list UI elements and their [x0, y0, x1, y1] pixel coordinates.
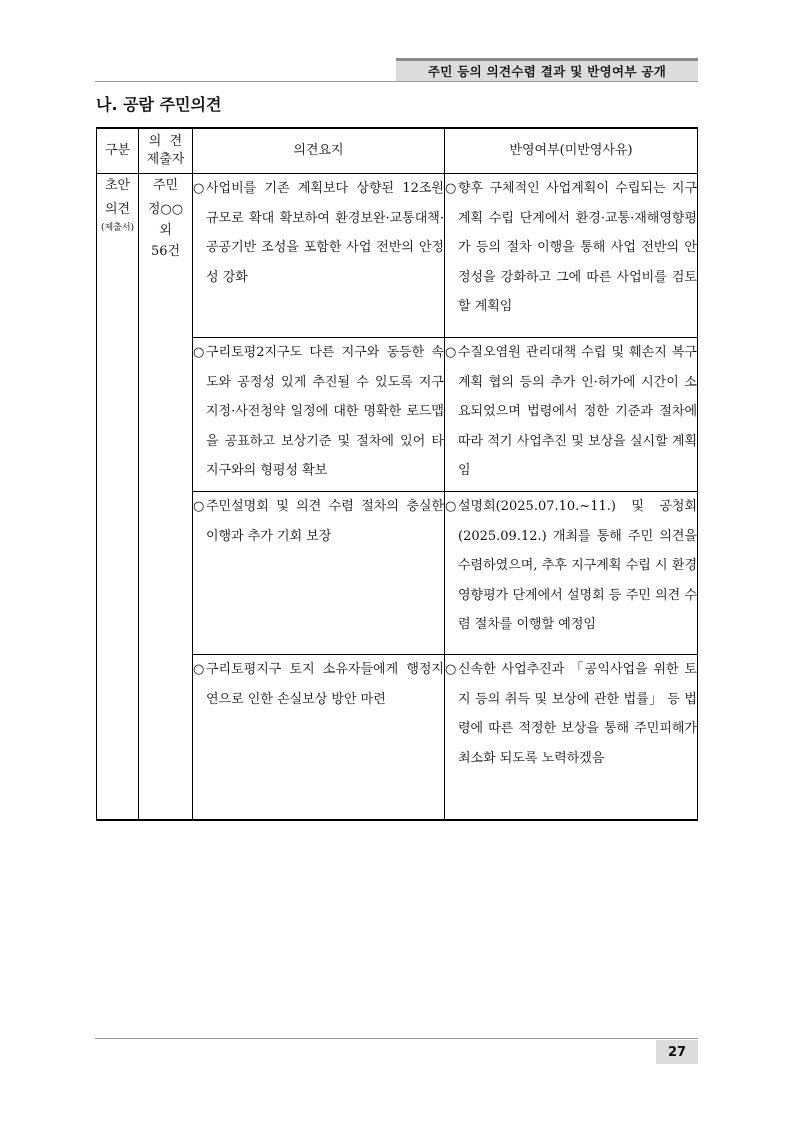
opinion-cell — [193, 174, 445, 338]
response-cell — [445, 655, 698, 820]
header-submitter-line2: 제출자 — [146, 152, 185, 167]
opinion-text: 구리토평지구 토지 소유자들에게 행정지연으로 인한 손실보상 방안 마련 — [206, 662, 444, 707]
bullet-icon: ○ — [445, 345, 457, 360]
header-submitter — [139, 128, 193, 174]
bullet-icon: ○ — [193, 345, 205, 360]
submitter-line3: 외 — [159, 223, 172, 238]
response-text: 설명회(2025.07.10.~11.) 및 공청회(2025.09.12.) 개최를 통해 주민 의견을 수렴하였으며, 추후 지구계획 수립 시 환경영향평가 단계에서 설명회 등 주민 의견 수렴 절차를 이행할 예정임 — [458, 499, 697, 632]
submitter-cell — [139, 174, 193, 820]
footer-rule — [95, 1038, 698, 1039]
section-title: 나. 공람 주민의견 — [96, 95, 222, 114]
category-cell — [97, 174, 139, 820]
submitter-line2: 정○○ — [147, 202, 184, 217]
opinion-text: 사업비를 기존 계획보다 상향된 12조원 규모로 확대 확보하여 환경보완·교통대책·공공기반 조성을 포함한 사업 전반의 안정성 강화 — [206, 181, 444, 285]
response-cell — [445, 338, 698, 492]
page-number: 27 — [656, 1040, 698, 1064]
response-cell — [445, 492, 698, 655]
table-row — [97, 174, 698, 338]
opinion-cell — [193, 655, 445, 820]
opinions-table — [96, 127, 698, 821]
header-opinion: 의견요지 — [193, 128, 445, 174]
response-text: 신속한 사업추진과 「공익사업을 위한 토지 등의 취득 및 보상에 관한 법률」 등 법령에 따른 적정한 보상을 통해 주민피해가 최소화 되도록 노력하겠음 — [458, 662, 697, 766]
response-text: 수질오염원 관리대책 수립 및 훼손지 복구계획 협의 등의 추가 인·허가에 시간이 소요되었으며 법령에서 정한 기준과 절차에 따라 적기 사업추진 및 보상을 실시할 계획임 — [458, 345, 697, 478]
category-note: (제출서) — [100, 223, 135, 233]
bullet-icon: ○ — [445, 662, 457, 677]
header-response: 반영여부(미반영사유) — [445, 128, 698, 174]
category-line1: 초안 — [104, 178, 131, 193]
running-header: 주민 등의 의견수렴 결과 및 반영여부 공개 — [396, 58, 698, 81]
header-rule — [95, 81, 698, 82]
category-line2: 의견 — [104, 202, 131, 217]
bullet-icon: ○ — [445, 181, 457, 196]
opinion-text: 주민설명회 및 의견 수렴 절차의 충실한 이행과 추가 기회 보장 — [206, 499, 444, 544]
bullet-icon: ○ — [193, 181, 205, 196]
header-submitter-line1: 의 견 — [148, 134, 183, 149]
submitter-line4: 56건 — [150, 244, 181, 259]
bullet-icon: ○ — [445, 499, 457, 514]
header-category: 구분 — [97, 128, 139, 174]
submitter-line1: 주민 — [152, 178, 179, 193]
opinion-cell — [193, 338, 445, 492]
response-text: 향후 구체적인 사업계획이 수립되는 지구계획 수립 단계에서 환경·교통·재해영향평가 등의 절차 이행을 통해 사업 전반의 안정성을 강화하고 그에 따른 사업비를 검토할 계획임 — [458, 181, 697, 314]
opinion-cell — [193, 492, 445, 655]
bullet-icon: ○ — [193, 662, 205, 677]
response-cell — [445, 174, 698, 338]
bullet-icon: ○ — [193, 499, 205, 514]
opinion-text: 구리토평2지구도 다른 지구와 동등한 속도와 공정성 있게 추진될 수 있도록 지구지정·사전청약 일정에 대한 명확한 로드맵을 공표하고 보상기준 및 절차에 있어 타 지구와의 형평성 확보 — [206, 345, 444, 478]
table-header-row — [97, 128, 698, 174]
